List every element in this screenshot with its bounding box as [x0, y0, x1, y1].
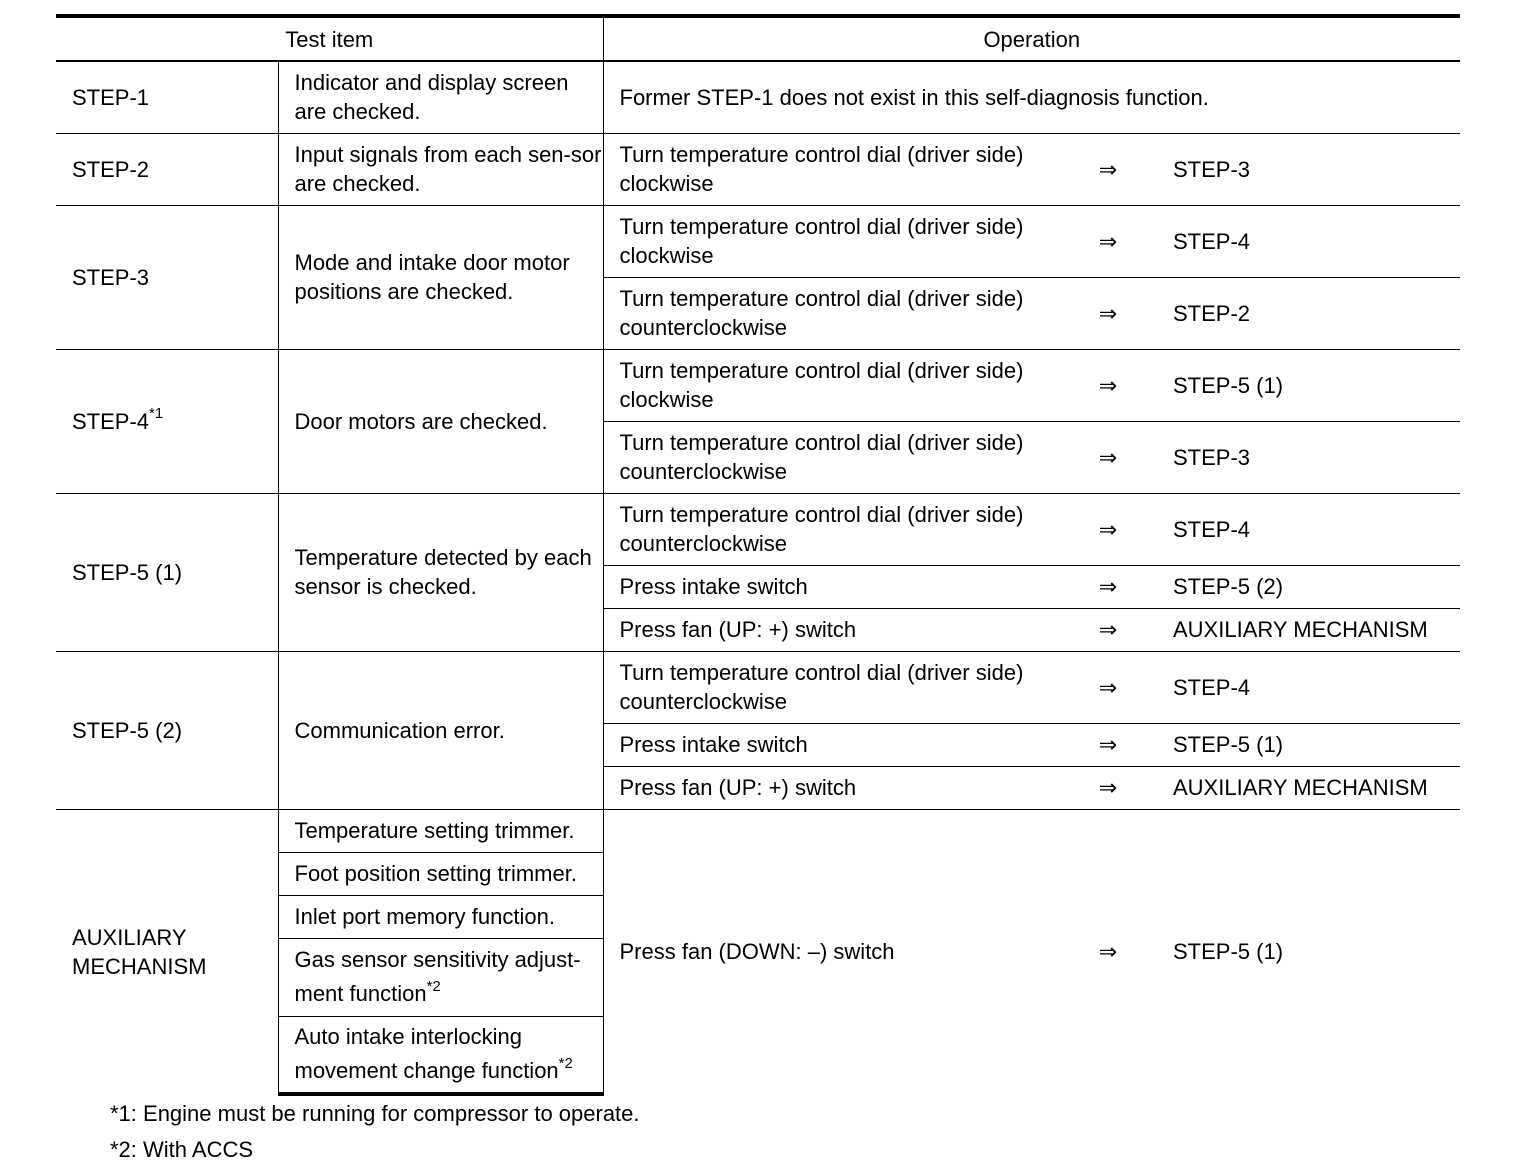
self-diagnosis-table	[56, 14, 1460, 1096]
operation-result: STEP-5 (1)	[1173, 723, 1460, 766]
aux-item	[278, 1016, 603, 1094]
arrow-icon: ⇒	[1043, 349, 1173, 421]
table-row	[56, 493, 1460, 565]
header-operation: Operation	[603, 16, 1460, 61]
operation-action: Turn temperature control dial (driver side) counterclockwise	[603, 277, 1043, 349]
operation-action: Turn temperature control dial (driver side) clockwise	[603, 133, 1043, 205]
aux-item: Foot position setting trimmer.	[278, 852, 603, 895]
operation-result: STEP-4	[1173, 205, 1460, 277]
operation-result: STEP-5 (2)	[1173, 565, 1460, 608]
operation-result: STEP-2	[1173, 277, 1460, 349]
operation-action: Press fan (UP: +) switch	[603, 766, 1043, 809]
footnotes	[110, 1096, 640, 1168]
arrow-icon: ⇒	[1043, 723, 1173, 766]
header-test-item: Test item	[56, 16, 603, 61]
step-label: STEP-3	[56, 205, 278, 349]
footnote-1: *1: Engine must be running for compressor to operate.	[110, 1101, 640, 1126]
operation-action: Turn temperature control dial (driver side) counterclockwise	[603, 493, 1043, 565]
table-row	[56, 349, 1460, 421]
step-label	[56, 809, 278, 1094]
operation-action: Turn temperature control dial (driver side) clockwise	[603, 349, 1043, 421]
operation-text: Former STEP-1 does not exist in this self-diagnosis function.	[603, 61, 1460, 133]
test-item-desc: Communication error.	[278, 651, 603, 809]
aux-item: Inlet port memory function.	[278, 895, 603, 938]
test-item-desc: Temperature detected by each sensor is checked.	[278, 493, 603, 651]
step-label: STEP-5 (2)	[56, 651, 278, 809]
operation-action: Press intake switch	[603, 723, 1043, 766]
table-row	[56, 61, 1460, 133]
aux-item: Temperature setting trimmer.	[278, 809, 603, 852]
table-row	[56, 809, 1460, 852]
step-label: STEP-2	[56, 133, 278, 205]
arrow-icon: ⇒	[1043, 421, 1173, 493]
aux-item-text: Auto intake interlocking movement change function	[294, 1024, 559, 1084]
arrow-icon: ⇒	[1043, 133, 1173, 205]
operation-result: STEP-5 (1)	[1173, 349, 1460, 421]
operation-result: STEP-3	[1173, 133, 1460, 205]
footnote-ref: *1	[149, 405, 164, 423]
operation-result: STEP-5 (1)	[1173, 809, 1460, 1094]
aux-item-text: Gas sensor sensitivity adjust-ment function	[294, 947, 581, 1006]
step-label: STEP-1	[72, 84, 150, 110]
operation-result: AUXILIARY MECHANISM	[1173, 766, 1460, 809]
operation-result: STEP-4	[1173, 493, 1460, 565]
table-header-row	[56, 16, 1460, 61]
step-label: STEP-5 (1)	[56, 493, 278, 651]
table-row	[56, 133, 1460, 205]
operation-action: Turn temperature control dial (driver side) clockwise	[603, 205, 1043, 277]
operation-result: STEP-4	[1173, 651, 1460, 723]
operation-action: Turn temperature control dial (driver side) counterclockwise	[603, 651, 1043, 723]
test-item-desc: Door motors are checked.	[278, 349, 603, 493]
diagnosis-table-container	[56, 14, 1460, 1096]
footnote-2: *2: With ACCS	[110, 1137, 254, 1162]
arrow-icon: ⇒	[1043, 608, 1173, 651]
operation-action: Press fan (UP: +) switch	[603, 608, 1043, 651]
footnote-ref: *2	[558, 1054, 573, 1072]
operation-action: Press intake switch	[603, 565, 1043, 608]
step-label-text: STEP-4	[72, 408, 150, 434]
test-item-desc: Input signals from each sen-sor are checked.	[278, 133, 603, 205]
arrow-icon: ⇒	[1043, 493, 1173, 565]
arrow-icon: ⇒	[1043, 277, 1173, 349]
arrow-icon: ⇒	[1043, 205, 1173, 277]
arrow-icon: ⇒	[1043, 565, 1173, 608]
footnote-ref: *2	[426, 977, 441, 995]
aux-item	[278, 938, 603, 1016]
operation-result: AUXILIARY MECHANISM	[1173, 608, 1460, 651]
operation-action: Press fan (DOWN: –) switch	[603, 809, 1043, 1094]
step-label	[56, 349, 278, 493]
arrow-icon: ⇒	[1043, 766, 1173, 809]
table-row	[56, 205, 1460, 277]
arrow-icon: ⇒	[1043, 651, 1173, 723]
arrow-icon: ⇒	[1043, 809, 1173, 1094]
test-item-desc: Indicator and display screen are checked.	[278, 61, 603, 133]
operation-result: STEP-3	[1173, 421, 1460, 493]
operation-action: Turn temperature control dial (driver side) counterclockwise	[603, 421, 1043, 493]
test-item-desc: Mode and intake door motor positions are checked.	[278, 205, 603, 349]
aux-step-label: AUXILIARY MECHANISM	[72, 924, 207, 979]
table-row	[56, 651, 1460, 723]
